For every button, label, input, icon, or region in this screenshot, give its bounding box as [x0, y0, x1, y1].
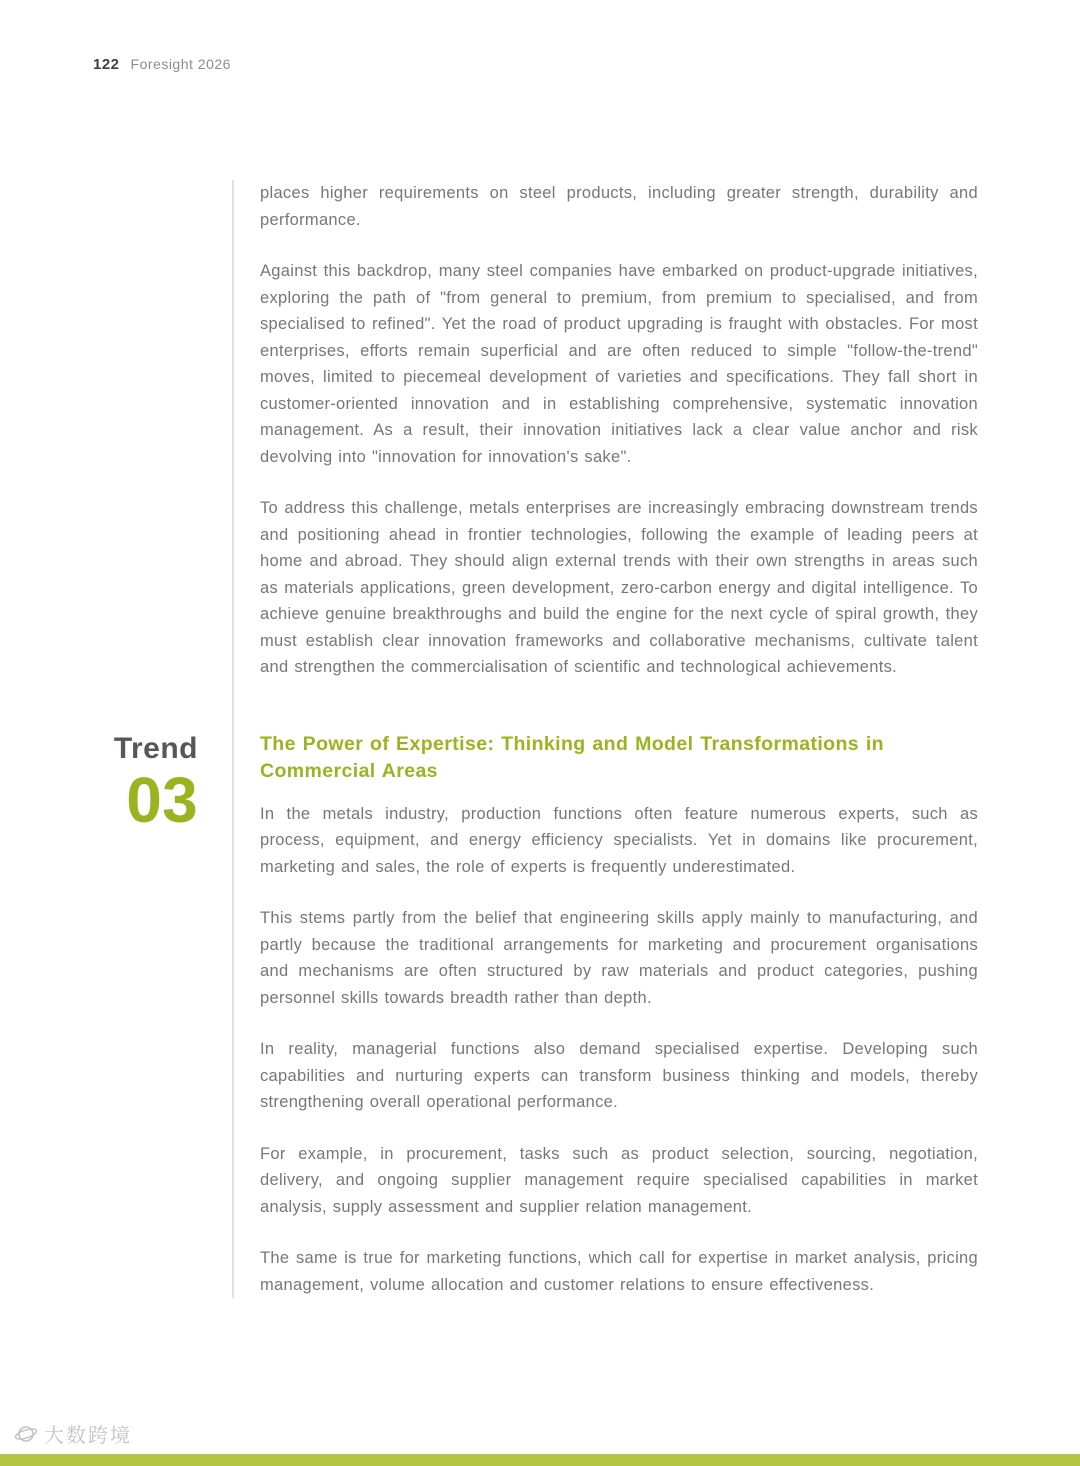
trend-paragraph: In the metals industry, production functions often feature numerous experts, such as process, equipment, and energy efficiency specialists. Yet in domains like procurement, marketing and sales, the role of experts is frequently underestimated.: [260, 804, 978, 876]
globe-orbit-icon: [14, 1422, 38, 1446]
footer-accent-bar: [0, 1454, 1080, 1466]
intro-paragraph: Against this backdrop, many steel companies have embarked on product-upgrade initiatives, exploring the path of "from general to premium, from premium to specialised, and from specialised to refined". Yet the road of product upgrading is fraught with obstacles. For most enterprises, efforts remain superficial and are often reduced to simple "follow-the-trend" moves, limited to piecemeal development of varieties and specifications. They fall short in customer-oriented innovation and in establishing comprehensive, systematic innovation management. As a result, their innovation initiatives lack a clear value anchor and risk devolving into "innovation for innovation's sake".: [260, 262, 978, 466]
trend-marker: [113, 731, 198, 836]
page-header: [93, 56, 231, 73]
trend-paragraph: For example, in procurement, tasks such as product selection, sourcing, negotiation, delivery, and ongoing supplier management require specialised capabilities in market analysis, supply assessment and supplier relation management.: [260, 1144, 978, 1216]
intro-paragraph: places higher requirements on steel products, including greater strength, durability and performance.: [260, 184, 978, 229]
intro-paragraph: To address this challenge, metals enterprises are increasingly embracing downstream trends and positioning ahead in frontier technologies, following the example of leading peers at home and abroad. They should align external trends with their own strengths in areas such as materials applications, green development, zero-carbon energy and digital intelligence. To achieve genuine breakthroughs and build the engine for the next cycle of spiral growth, they must establish clear innovation frameworks and collaborative mechanisms, cultivate talent and strengthen the commercialisation of scientific and technological achievements.: [260, 499, 978, 676]
doc-title: Foresight 2026: [130, 56, 231, 72]
trend-section: [113, 731, 978, 1299]
trend-label: Trend: [113, 731, 198, 765]
trend-number: 03: [126, 764, 198, 836]
trend-paragraph: The same is true for marketing functions, which call for expertise in market analysis, pricing management, volume allocation and customer relations to ensure effectiveness.: [260, 1249, 978, 1294]
content-column: [113, 180, 978, 1298]
trend-paragraph: In reality, managerial functions also demand specialised expertise. Developing such capabilities and nurturing experts can transform business thinking and models, thereby strengthening overall operational performance.: [260, 1040, 978, 1111]
page-number: 122: [93, 56, 120, 73]
watermark-text: 大数跨境: [44, 1423, 132, 1447]
trend-heading: The Power of Expertise: Thinking and Model Transformations in Commercial Areas: [260, 732, 884, 782]
trend-paragraph: This stems partly from the belief that engineering skills apply mainly to manufacturing, and partly because the traditional arrangements for marketing and procurement organisations and mechanisms are often structured by raw materials and product categories, pushing personnel skills towards breadth rather than depth.: [260, 909, 978, 1007]
watermark: [14, 1419, 132, 1448]
